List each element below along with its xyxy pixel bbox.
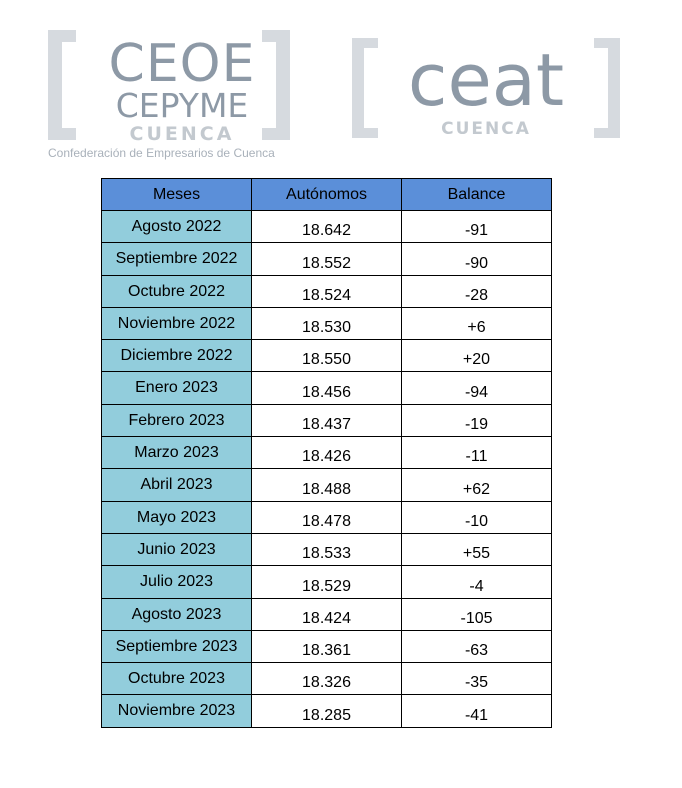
cell-autonomos: 18.456 [252,372,402,404]
cell-month: Noviembre 2022 [102,307,252,339]
cell-month: Junio 2023 [102,533,252,565]
cell-balance: -11 [402,437,552,469]
cell-autonomos: 18.326 [252,663,402,695]
table-body [102,211,552,728]
table-row [102,630,552,662]
cell-autonomos: 18.524 [252,275,402,307]
cell-month: Julio 2023 [102,566,252,598]
cell-balance: -28 [402,275,552,307]
logo-cuenca-text: CUENCA [129,123,235,145]
cell-autonomos: 18.361 [252,630,402,662]
cell-month: Abril 2023 [102,469,252,501]
cell-balance: -91 [402,211,552,243]
cell-month: Septiembre 2023 [102,630,252,662]
cell-month: Diciembre 2022 [102,340,252,372]
table-row [102,663,552,695]
cell-balance: -63 [402,630,552,662]
table-row [102,275,552,307]
cell-month: Octubre 2022 [102,275,252,307]
cell-autonomos: 18.426 [252,437,402,469]
cell-autonomos: 18.642 [252,211,402,243]
cell-month: Enero 2023 [102,372,252,404]
cell-balance: +62 [402,469,552,501]
cell-month: Mayo 2023 [102,501,252,533]
table-row [102,501,552,533]
cell-month: Noviembre 2023 [102,695,252,727]
cell-balance: -35 [402,663,552,695]
table-row [102,404,552,436]
table-row [102,372,552,404]
cell-month: Octubre 2023 [102,663,252,695]
cell-balance: +6 [402,307,552,339]
cell-autonomos: 18.550 [252,340,402,372]
header-meses: Meses [102,179,252,211]
autonomos-table [101,178,552,728]
logo-subtitle: Confederación de Empresarios de Cuenca [48,146,275,160]
cell-month: Agosto 2022 [102,211,252,243]
header-balance: Balance [402,179,552,211]
cell-balance: -90 [402,243,552,275]
table-row [102,437,552,469]
cell-balance: -105 [402,598,552,630]
cell-autonomos: 18.529 [252,566,402,598]
cell-autonomos: 18.478 [252,501,402,533]
cell-balance: +55 [402,533,552,565]
table-row [102,695,552,727]
header-autonomos: Autónomos [252,179,402,211]
cell-autonomos: 18.533 [252,533,402,565]
cell-autonomos: 18.530 [252,307,402,339]
cell-balance: -94 [402,372,552,404]
table-header-row [102,179,552,211]
table-row [102,340,552,372]
cell-balance: -4 [402,566,552,598]
cell-autonomos: 18.488 [252,469,402,501]
cell-balance: -41 [402,695,552,727]
table-row [102,307,552,339]
cell-balance: -19 [402,404,552,436]
cell-month: Marzo 2023 [102,437,252,469]
cell-autonomos: 18.437 [252,404,402,436]
cell-autonomos: 18.285 [252,695,402,727]
table-row [102,211,552,243]
logo-ceoe-text: CEOE [108,34,256,94]
ceat-logo [352,36,620,140]
cell-month: Septiembre 2022 [102,243,252,275]
cell-autonomos: 18.424 [252,598,402,630]
cell-month: Agosto 2023 [102,598,252,630]
logo-cepyme-text: CEPYME [115,86,249,125]
logo-ceat-text: ceat [407,38,565,122]
table-row [102,243,552,275]
cell-balance: +20 [402,340,552,372]
logo-cuenca-text: CUENCA [441,119,531,139]
cell-autonomos: 18.552 [252,243,402,275]
table-row [102,566,552,598]
cell-month: Febrero 2023 [102,404,252,436]
table-row [102,598,552,630]
ceoe-cepyme-logo [48,30,292,164]
cell-balance: -10 [402,501,552,533]
logo-bracket-left [48,30,76,140]
table-row [102,469,552,501]
table-row [102,533,552,565]
